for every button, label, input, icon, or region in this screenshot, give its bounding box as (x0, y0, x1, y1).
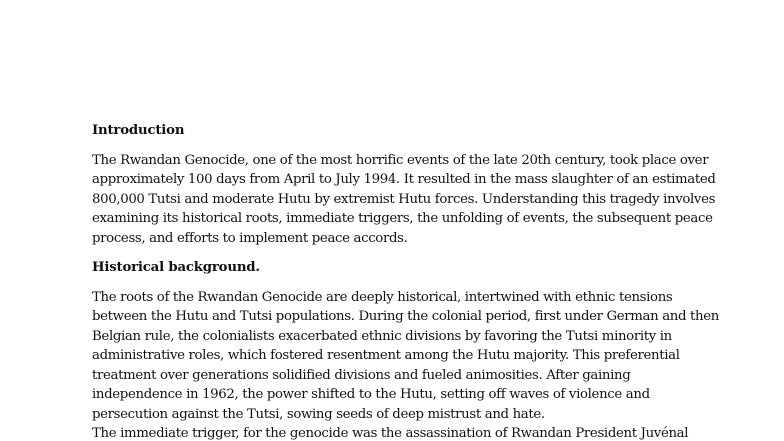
paragraph-introduction (92, 151, 716, 249)
spacer (92, 141, 696, 151)
text-line: Belgian rule, the colonialists exacerbated ethnic divisions by favoring the Tutsi minority in (92, 328, 672, 344)
text-line: administrative roles, which fostered resentment among the Hutu majority. This preferential (92, 348, 680, 363)
text-line: approximately 100 days from April to July 1994. It resulted in the mass slaughter of an estimated (92, 172, 716, 187)
text-line: between the Hutu and Tutsi populations. During the colonial period, first under German and then (92, 309, 719, 324)
text-line: persecution against the Tutsi, sowing seeds of deep mistrust and hate. (92, 406, 545, 422)
text-line: The Rwandan Genocide, one of the most horrific events of the late 20th century, took place over (92, 152, 709, 168)
section-heading-introduction: Introduction (92, 123, 185, 138)
text-line: examining its historical roots, immediate triggers, the unfolding of events, the subsequent peace (92, 211, 713, 226)
text-line: independence in 1962, the power shifted to the Hutu, setting off waves of violence and (92, 387, 650, 402)
text-line: process, and efforts to implement peace accords. (92, 230, 408, 246)
text-line: The roots of the Rwandan Genocide are deeply historical, intertwined with ethnic tensions (92, 289, 673, 305)
section-heading-historical-background: Historical background. (92, 260, 260, 275)
document-body (92, 121, 719, 441)
spacer (92, 248, 696, 258)
text-line: 800,000 Tutsi and moderate Hutu by extremist Hutu forces. Understanding this tragedy involves (92, 191, 716, 207)
text-line: treatment over generations solidified divisions and fueled animosities. After gaining (92, 367, 631, 383)
spacer (92, 278, 696, 288)
paragraph-historical-background (92, 288, 719, 441)
text-line: The immediate trigger, for the genocide was the assassination of Rwandan President Juvénal (92, 426, 689, 441)
